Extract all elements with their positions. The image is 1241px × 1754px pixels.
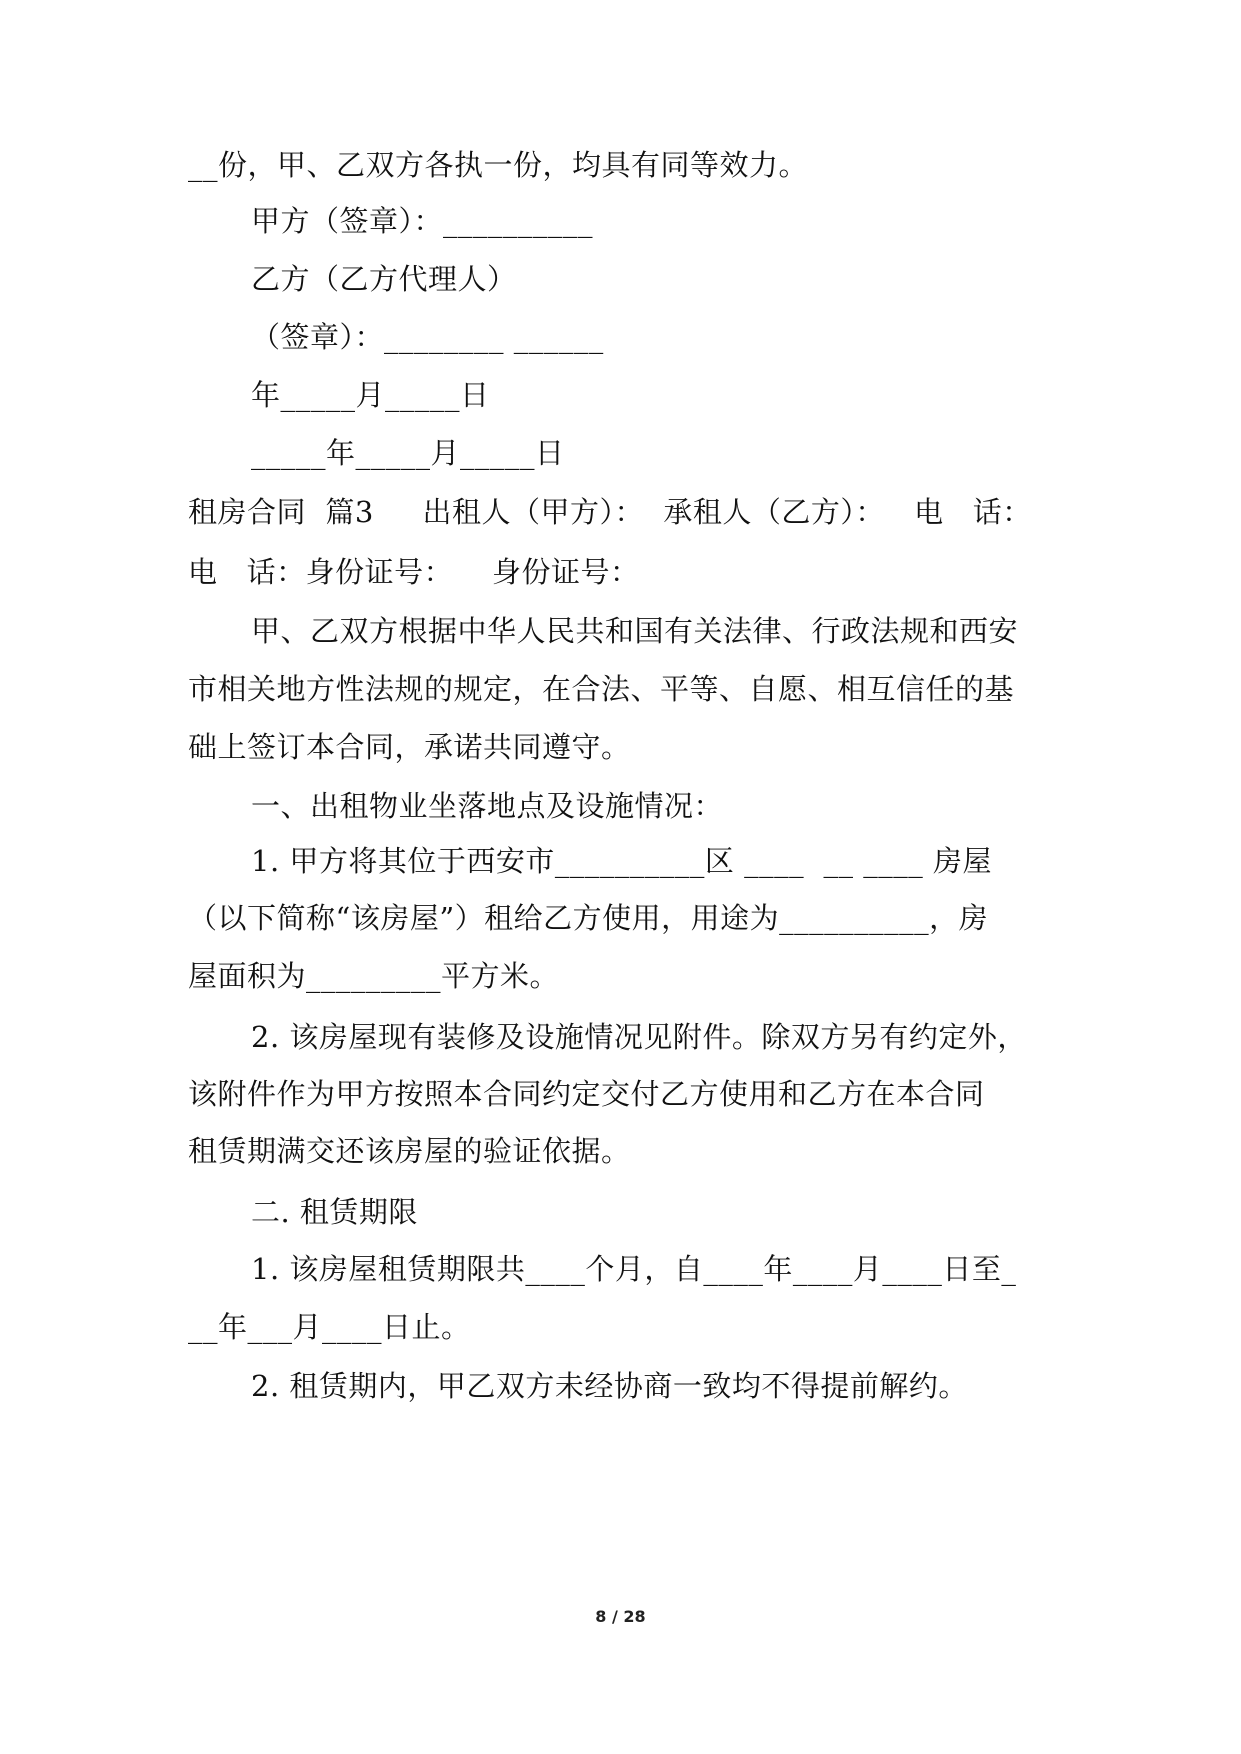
text-line: （签章）：________ ______ xyxy=(251,320,604,354)
section-heading-line: 租房合同 篇3 出租人（甲方）： 承租人（乙方）： 电 话： xyxy=(188,495,1032,529)
paragraph-line: （以下简称“该房屋”）租给乙方使用，用途为__________，房 xyxy=(188,901,989,935)
paragraph-line: 该附件作为甲方按照本合同约定交付乙方使用和乙方在本合同 xyxy=(188,1077,985,1111)
text-line: __份，甲、乙双方各执一份，均具有同等效力。 xyxy=(188,148,809,182)
paragraph-line: 2. 租赁期内，甲乙双方未经协商一致均不得提前解约。 xyxy=(251,1369,968,1403)
text-line: _____年_____月_____日 xyxy=(251,436,565,470)
paragraph-line: 1. 甲方将其位于西安市__________区 ____ __ ____ 房屋 xyxy=(251,844,992,878)
text-line: 年_____月_____日 xyxy=(251,378,490,412)
paragraph-line: 甲、乙双方根据中华人民共和国有关法律、行政法规和西安 xyxy=(251,614,1019,648)
text-line: 甲方（签章）：__________ xyxy=(251,204,594,238)
paragraph-line: 础上签订本合同，承诺共同遵守。 xyxy=(188,730,631,764)
text-line: 电 话：身份证号： 身份证号： xyxy=(188,555,640,589)
paragraph-line: 1. 该房屋租赁期限共____个月，自____年____月____日至_ xyxy=(251,1252,1017,1286)
paragraph-line: 租赁期满交还该房屋的验证依据。 xyxy=(188,1134,631,1168)
text-line: 乙方（乙方代理人） xyxy=(251,262,517,296)
clause-heading: 二. 租赁期限 xyxy=(251,1195,418,1229)
paragraph-line: 市相关地方性法规的规定，在合法、平等、自愿、相互信任的基 xyxy=(188,672,1015,706)
paragraph-line: 2. 该房屋现有装修及设施情况见附件。除双方另有约定外， xyxy=(251,1020,1027,1054)
paragraph-line: 屋面积为_________平方米。 xyxy=(188,959,560,993)
paragraph-line: __年___月____日止。 xyxy=(188,1310,471,1344)
page-number: 8 / 28 xyxy=(595,1607,646,1626)
clause-heading: 一、出租物业坐落地点及设施情况： xyxy=(251,789,724,823)
